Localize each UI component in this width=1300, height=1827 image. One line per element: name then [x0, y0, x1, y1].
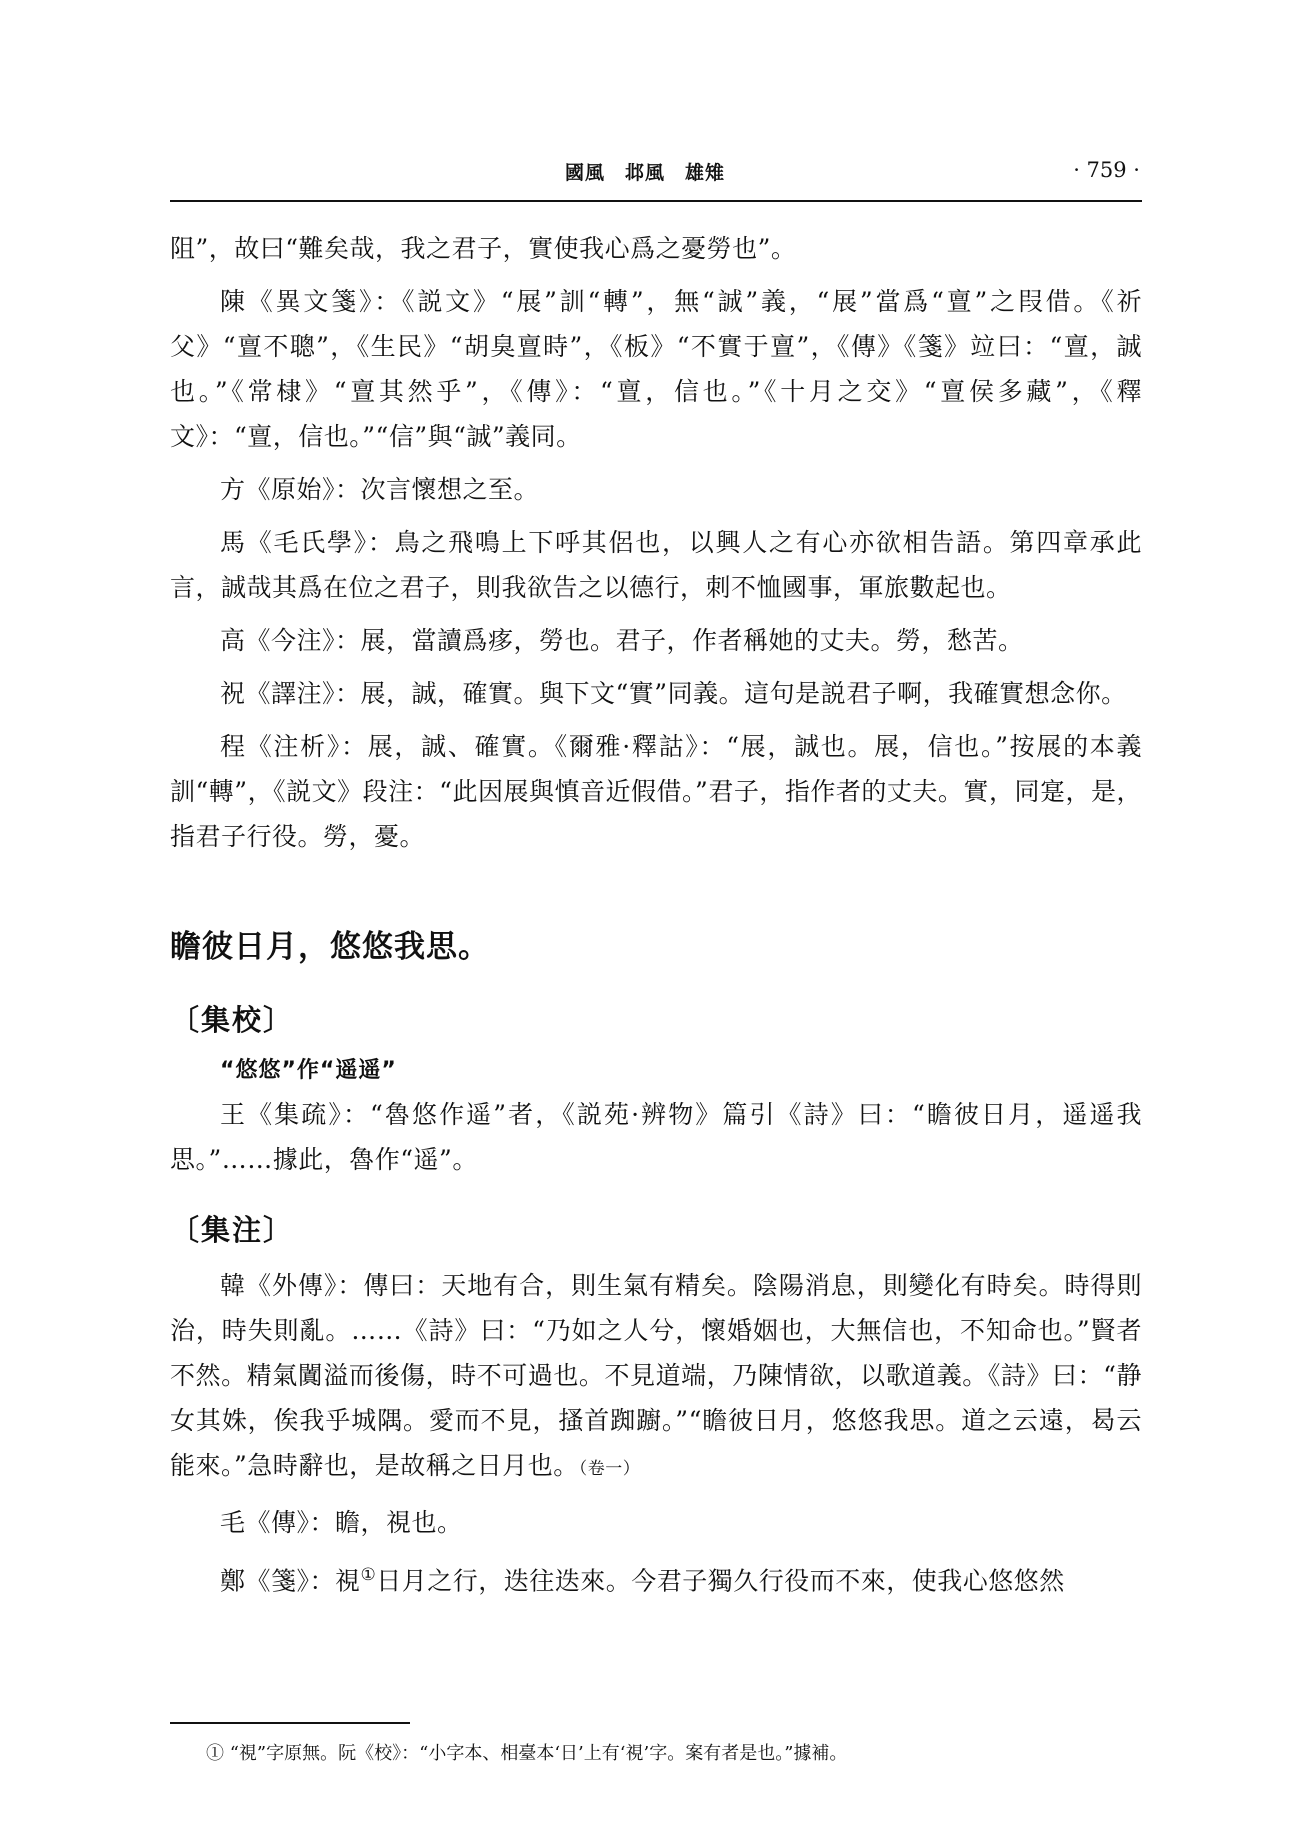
paragraph-zhu: 祝《譯注》：展，誠，確實。與下文“實”同義。這句是説君子啊，我確實想念你。	[220, 679, 1127, 708]
paragraph-mao: 毛《傳》：瞻，視也。	[220, 1508, 463, 1537]
paragraph-chen: 陳《異文箋》：《説文》“展”訓“轉”，無“誠”義，“展”當爲“亶”之叚借。《祈父》“亶不聰”，《生民》“胡臭亶時”，《板》“不實于亶”，《傳》《箋》竝曰：“亶，誠也。”《常棣》“亶其然乎”，《傳》：“亶，信也。”《十月之交》“亶侯多藏”，《釋文》：“亶，信也。”“信”與“誠”義同。	[170, 287, 1142, 451]
paragraph-wang: 王《集疏》：“魯悠作遥”者，《説苑·辨物》篇引《詩》曰：“瞻彼日月，遥遥我思。”……據此，魯作“遥”。	[170, 1100, 1142, 1174]
jizhu-heading: 〔集注〕	[170, 1213, 295, 1247]
han-note: （卷一）	[578, 1459, 641, 1479]
paragraph-zheng	[170, 1553, 1142, 1603]
verse-heading: 瞻彼日月，悠悠我思。	[170, 929, 490, 965]
footnote-rule	[170, 1722, 410, 1724]
han-text: 韓《外傳》：傳曰：天地有合，則生氣有精矣。陰陽消息，則變化有時矣。時得則治，時失則亂。……《詩》曰：“乃如之人兮，懷婚姻也，大無信也，不知命也。”賢者不然。精氣闐溢而後傷，時不可過也。不見道端，乃陳情欲，以歌道義。《詩》曰：“静女其姝，俟我乎城隅。愛而不見，搔首踟躕。”“瞻彼日月，悠悠我思。道之云遠，曷云能來。”急時辭也，是故稱之日月也。	[170, 1271, 1142, 1480]
paragraph-gao: 高《今注》：展，當讀爲痑，勞也。君子，作者稱她的丈夫。勞，愁苦。	[220, 626, 1024, 655]
paragraph-han	[170, 1263, 1142, 1492]
paragraph-continuation: 阻”，故曰“難矣哉，我之君子，實使我心爲之憂勞也”。	[170, 234, 797, 263]
header-rule	[170, 200, 1142, 202]
paragraph-fang: 方《原始》：次言懷想之至。	[220, 475, 540, 504]
zheng-text-after: 日月之行，迭往迭來。今君子獨久行役而不來，使我心悠悠然	[376, 1566, 1065, 1596]
zheng-text-before: 鄭《箋》：視	[220, 1566, 361, 1596]
jijiao-heading: 〔集校〕	[170, 1003, 295, 1037]
paragraph-cheng: 程《注析》：展，誠、確實。《爾雅·釋詁》：“展，誠也。展，信也。”按展的本義訓“轉”，《説文》段注：“此因展與慎音近假借。”君子，指作者的丈夫。實，同寔，是，指君子行役。勞，憂。	[170, 732, 1142, 851]
footnote	[206, 1740, 1146, 1768]
footnote-text: “視”字原無。阮《校》：“小字本、相臺本‘日’上有‘視’字。案有者是也。”據補。	[229, 1743, 848, 1764]
jijiao-subheading: “悠悠”作“遥遥”	[220, 1058, 397, 1083]
running-header	[170, 158, 1140, 188]
page-body	[170, 226, 1142, 1611]
paragraph-ma: 馬《毛氏學》：鳥之飛鳴上下呼其侶也，以興人之有心亦欲相告語。第四章承此言，誠哉其爲在位之君子，則我欲告之以德行，刺不恤國事，軍旅數起也。	[170, 528, 1142, 602]
header-title: 國風 邶風 雄雉	[565, 162, 726, 184]
footnote-mark: ①	[206, 1743, 224, 1764]
page-number: · 759 ·	[1073, 158, 1140, 182]
footnote-marker: ①	[360, 1565, 377, 1585]
